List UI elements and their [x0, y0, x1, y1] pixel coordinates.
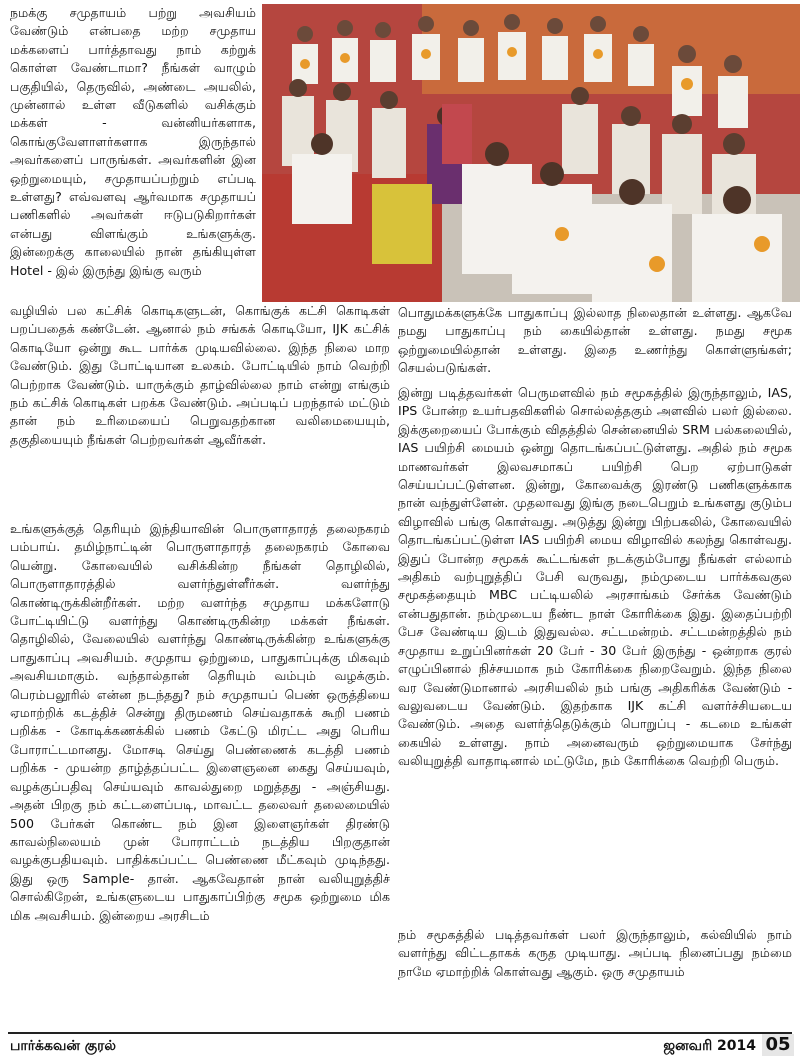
article-col1-p2: உங்களுக்குத் தெரியும் இந்தியாவின் பொருளாதாரத் தலைநகரம் பம்பாய். தமிழ்நாட்டின் பொருளாதாரத் தலைநகரம் கோவை யென்று. கோவையில் வசிக்கின்ற நீங்கள் தொழிலில், பொருளாதாரத்தில் வளர்ந்துள்ளீர்கள். வளர்ந்து கொண்டிருக்கின்றீர்கள். மற்ற வளர்ந்த சமுதாய மக்களோடு போட்டியிட்டு வளர்ந்து கொண்டிருகின்ற மக்கள் நீங்கள். தொழிலில், வேலையில் வளர்ந்து கொண்டிருக்கின்ற உங்களுக்கு பாதுகாப்பு அவசியம். சமுதாய ஒற்றுமை, பாதுகாப்புக்கு மிகவும் அவசியமாகும். வந்தால்தான் தெரியும் வம்பும் வழக்கும். பெரம்பலூரில் என்ன நடந்தது? நம் சமுதாயப் பெண் ஒருத்தியை ஏமாற்றிக் கடத்திச் சென்று திருமணம் செய்வதாகக் கூறி பணம் பறிக்க - கோடிக்கணக்கில் பணம் கேட்டு மிரட்ட அது பெரிய போராட்டமானது. மோசடி செய்து பெண்ணைக் கடத்தி பணம் பறிக்க - முயன்ற தாழ்த்தப்பட்ட இளைஞனை கைது செய்யவும், வழக்குப்பதிவு செய்யவும் காவல்துறை மறுத்தது - அஞ்சியது. அதன் பிறகு நம் கட்டளைப்படி, மாவட்ட தலைவர் தலைமையில் 500 பேர்கள் கொண்ட நம் இன இளைஞர்கள் திரண்டு காவல்நிலையம் முன் போராட்டம் நடத்திய பிறகுதான் வழக்குபதியவும். பாதிக்கப்பட்ட பெண்ணை மீட்கவும் முடிந்தது. இது ஒரு Sample- தான். ஆகவேதான் நான் வலியுறுத்திச் சொல்கிறேன், உங்களுடைய பாதுகாப்பிற்கு சமூக ஒற்றுமை மிக மிக அவசியம். இன்றைய அரசிடம்	[10, 521, 390, 923]
article-col1-top: நமக்கு சமுதாயம் பற்று அவசியம் வேண்டும் என்பதை மற்ற சமுதாய மக்களைப் பார்த்தாவது நாம் கற்றுக் கொள்ள வேண்டாமா? நீங்கள் வாழும் பகுதியில், தெருவில், அண்டை அயலில், முன்னால் உள்ள வீடுகளில் வசிக்கும் மக்கள் - வன்னியர்களாக, கொங்குவேளாளர்களாக இருந்தால் அவர்களைப் பாருங்கள். அவர்களின் இன ஒற்றுமையும், சமுதாயப்பற்றும் எப்படி உள்ளது? எவ்வளவு ஆர்வமாக சமுதாயப் பணிகளில் அவர்கள் ஈடுபடுகிறார்கள் என்பது விளங்கும் உங்களுக்கு. இன்றைக்கு காலையில் நான் தங்கியுள்ள Hotel - இல் இருந்து இங்கு வரும்	[10, 5, 256, 278]
footer-rule	[8, 1032, 792, 1034]
event-photo	[262, 4, 800, 302]
issue-date: ஜனவரி 2014	[663, 1038, 756, 1054]
article-col1-span: வழியில் பல கட்சிக் கொடிகளுடன், கொங்குக் கட்சி கொடிகள் பறப்பதைக் கண்டேன். ஆனால் நம் சங்கக் கொடியோ, IJK கட்சிக் கொடியோ ஒன்று கூட பார்க்க முடியவில்லை. இந்த நிலை மாற வேண்டும். இது போட்டியான உலகம். போட்டியில் நாம் வெற்றி பெற்றாக வேண்டும். யாருக்கும் தாழ்வில்லை நாம் என்று எங்கும் நம் கட்சிக் கொடிகள் பறக்க வேண்டும். அப்படிப் பறந்தால் மட்டும் தான் நம் உரிமையைப் பெறுவதற்கான வலிமையையும், தகுதியையும் நீங்கள் பெற்றவர்கள் ஆவீர்கள்.	[10, 303, 390, 447]
magazine-name: பார்க்கவன் குரல்	[10, 1038, 117, 1054]
article-col2-p1: பொதுமக்களுக்கே பாதுகாப்பு இல்லாத நிலைதான் உள்ளது. ஆகவே நமது பாதுகாப்பு நம் கையில்தான் உள்ளது. நமது சமூக ஒற்றுமையில்தான் உள்ளது. இதை உணர்ந்து கொள்ளுங்கள்; செயல்படுங்கள்.	[398, 305, 792, 376]
article-col2-p2: இன்று படித்தவர்கள் பெருமளவில் நம் சமூகத்தில் இருந்தாலும், IAS, IPS போன்ற உயர்பதவிகளில் சொல்லத்தகும் அளவில் பலர் இல்லை. இக்குறையைப் போக்கும் விதத்தில் சென்னையில் SRM பல்கலையில், IAS பயிற்சி மையம் ஒன்று தொடங்கப்பட்டுள்ளது. அதில் நம் சமூக மாணவர்கள் இலவசமாகப் பயிற்சி பெற ஏற்பாடுகள் செய்யப்பட்டுள்ளன. இன்று, கோவைக்கு இரண்டு பணிகளுக்காக நான் வந்துள்ளேன். முதலாவது இங்கு நடைபெறும் உங்களது குடும்ப விழாவில் பங்கு கொள்வது. அடுத்து இன்று பிற்பகலில், கோவையில் தொடங்கப்பட்டுள்ள IAS பயிற்சி மைய விழாவில் கலந்து கொள்வது. இதுப் போன்ற சமூகக் கூட்டங்கள் நடக்கும்போது நீங்கள் எல்லாம் அதிகம் வற்புறுத்திப் பேசி வருவது, நம்முடைய பார்க்கவகுல சமூகத்தையும் MBC பட்டியலில் அரசாங்கம் சேர்க்க வேண்டும் என்பதுதான். நம்முடைய நீண்ட நாள் கோரிக்கை இது. இதைப்பற்றி பேச வேண்டிய இடம் இதுவல்ல. சட்டமன்றம். சட்டமன்றத்தில் நம் சமுதாய உறுப்பினர்கள் 20 பேர் - 30 பேர் இருந்து - ஒன்றாக குரல் எழுப்பினால் நிச்சயமாக நம் கோரிக்கை நிறைவேறும். இந்த நிலை வர வேண்டுமானால் அரசியலில் நம் பங்கு அதிகரிக்க வேண்டும் - வலுவடைய வேண்டும். இதற்காக IJK கட்சி வளர்ச்சியடைய வேண்டும். அதை வளர்த்தெடுக்கும் பொறுப்பு - கடமை உங்கள் கையில் உள்ளது. நாம் அனைவரும் ஒற்றுமையாக சேர்ந்து வலியுறுத்தி வாதாடினால் மட்டுமே, நம் கோரிக்கை வெற்றி பெரும்.	[398, 385, 792, 769]
page-footer	[0, 1024, 800, 1058]
page-number: 05	[762, 1034, 794, 1056]
article-col2-p3: நம் சமூகத்தில் படித்தவர்கள் பலர் இருந்தாலும், கல்வியில் நாம் வளர்ந்து விட்டதாகக் கருத முடியாது. அப்படி நினைப்பது நம்மை நாமே ஏமாற்றிக் கொள்வது ஆகும். ஒரு சமுதாயம்	[398, 927, 792, 979]
